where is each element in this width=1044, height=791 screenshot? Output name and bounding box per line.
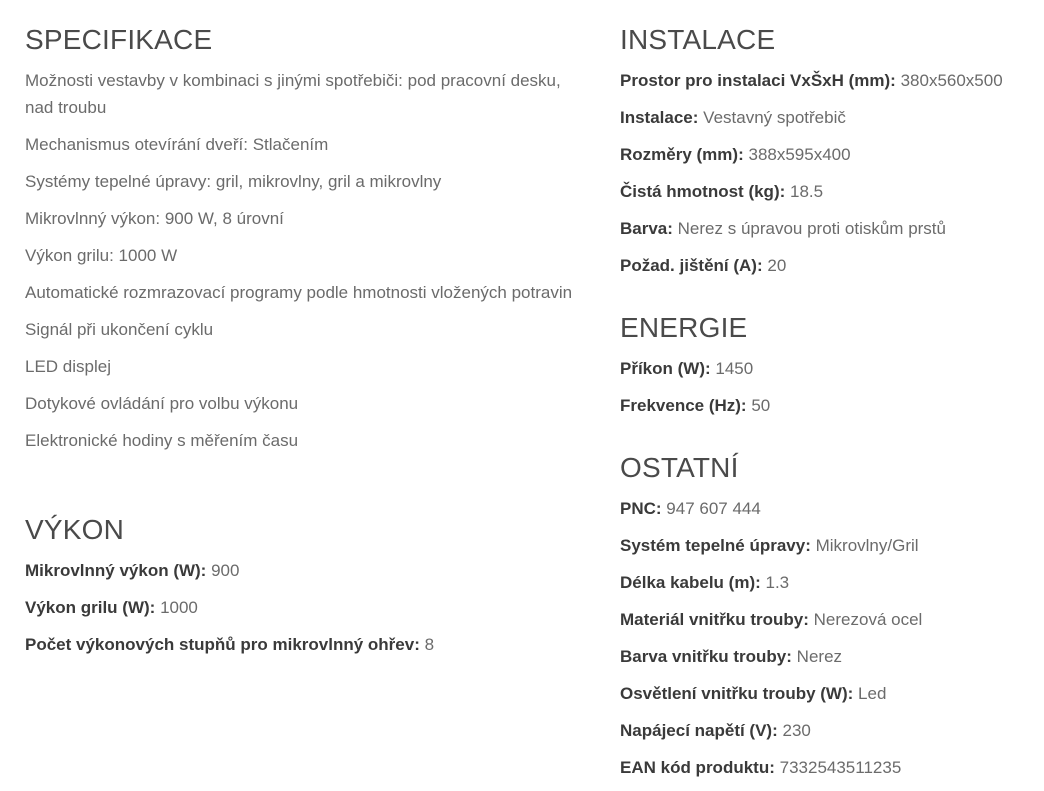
spec-row xyxy=(620,355,1030,382)
spec-value: 20 xyxy=(767,256,787,275)
spec-label: Výkon grilu (W): xyxy=(25,598,156,617)
spec-label: Materiál vnitřku trouby: xyxy=(620,610,809,629)
feature-item: Dotykové ovládání pro volbu výkonu xyxy=(25,394,299,413)
spec-row xyxy=(620,606,1030,633)
section-ostatni xyxy=(620,452,1030,791)
section-instalace xyxy=(620,24,1030,289)
section-title-specifikace: SPECIFIKACE xyxy=(25,24,213,55)
spec-label: Čistá hmotnost (kg): xyxy=(620,182,786,201)
spec-label: Mikrovlnný výkon (W): xyxy=(25,561,207,580)
spec-list xyxy=(620,67,1030,279)
spec-row xyxy=(620,392,1030,419)
section-specifikace xyxy=(25,24,585,464)
spec-value: 7332543511235 xyxy=(779,758,902,777)
spec-list xyxy=(620,495,1030,781)
spec-row xyxy=(620,252,1030,279)
feature-item: Mikrovlnný výkon: 900 W, 8 úrovní xyxy=(25,209,284,228)
spec-value: 380x560x500 xyxy=(900,71,1003,90)
spec-label: Frekvence (Hz): xyxy=(620,396,747,415)
spec-value: 1.3 xyxy=(765,573,790,592)
spec-value: 1000 xyxy=(160,598,198,617)
spec-list xyxy=(620,355,1030,419)
feature-item: Mechanismus otevírání dveří: Stlačením xyxy=(25,135,329,154)
spec-value: 947 607 444 xyxy=(666,499,761,518)
spec-row xyxy=(620,495,1030,522)
spec-value: 18.5 xyxy=(790,182,824,201)
spec-row xyxy=(620,569,1030,596)
spec-label: EAN kód produktu: xyxy=(620,758,775,777)
spec-row xyxy=(620,532,1030,559)
spec-row xyxy=(620,141,1030,168)
spec-label: Prostor pro instalaci VxŠxH (mm): xyxy=(620,71,896,90)
section-title-instalace: INSTALACE xyxy=(620,24,776,55)
feature-item: LED displej xyxy=(25,357,111,376)
spec-label: Délka kabelu (m): xyxy=(620,573,761,592)
spec-row xyxy=(25,594,585,621)
spec-label: Systém tepelné úpravy: xyxy=(620,536,811,555)
spec-list xyxy=(25,557,585,658)
spec-label: Osvětlení vnitřku trouby (W): xyxy=(620,684,854,703)
spec-row xyxy=(620,754,1030,781)
spec-row xyxy=(25,557,585,584)
spec-value: Vestavný spotřebič xyxy=(703,108,846,127)
spec-row xyxy=(620,67,1030,94)
feature-list xyxy=(25,67,585,454)
spec-value: Nerezová ocel xyxy=(813,610,923,629)
spec-value: 8 xyxy=(424,635,435,654)
spec-value: Mikrovlny/Gril xyxy=(815,536,919,555)
spec-row xyxy=(620,104,1030,131)
spec-row xyxy=(620,178,1030,205)
spec-label: PNC: xyxy=(620,499,662,518)
spec-row xyxy=(620,717,1030,744)
feature-item: Elektronické hodiny s měřením času xyxy=(25,431,299,450)
spec-value: 50 xyxy=(751,396,771,415)
spec-row xyxy=(620,643,1030,670)
section-title-energie: ENERGIE xyxy=(620,312,748,343)
feature-item: Automatické rozmrazovací programy podle hmotnosti vložených potravin xyxy=(25,283,573,302)
spec-label: Barva vnitřku trouby: xyxy=(620,647,792,666)
spec-label: Požad. jištění (A): xyxy=(620,256,763,275)
section-energie xyxy=(620,312,1030,429)
spec-value: Nerez s úpravou proti otiskům prstů xyxy=(677,219,946,238)
spec-label: Počet výkonových stupňů pro mikrovlnný ohřev: xyxy=(25,635,420,654)
spec-label: Příkon (W): xyxy=(620,359,711,378)
spec-row xyxy=(620,215,1030,242)
spec-value: 230 xyxy=(782,721,811,740)
spec-label: Instalace: xyxy=(620,108,699,127)
spec-label: Napájecí napětí (V): xyxy=(620,721,778,740)
spec-row xyxy=(25,631,585,658)
spec-label: Rozměry (mm): xyxy=(620,145,744,164)
section-title-vykon: VÝKON xyxy=(25,514,125,545)
feature-item: Systémy tepelné úpravy: gril, mikrovlny, gril a mikrovlny xyxy=(25,172,442,191)
spec-value: 1450 xyxy=(715,359,754,378)
spec-value: Nerez xyxy=(796,647,843,666)
feature-item: Výkon grilu: 1000 W xyxy=(25,246,178,265)
spec-label: Barva: xyxy=(620,219,673,238)
feature-item: Možnosti vestavby v kombinaci s jinými spotřebiči: pod pracovní desku, nad troubu xyxy=(25,71,561,117)
spec-row xyxy=(620,680,1030,707)
spec-value: Led xyxy=(858,684,887,703)
section-vykon xyxy=(25,514,585,668)
section-title-ostatni: OSTATNÍ xyxy=(620,452,739,483)
spec-value: 388x595x400 xyxy=(748,145,851,164)
feature-item: Signál při ukončení cyklu xyxy=(25,320,214,339)
spec-value: 900 xyxy=(211,561,240,580)
